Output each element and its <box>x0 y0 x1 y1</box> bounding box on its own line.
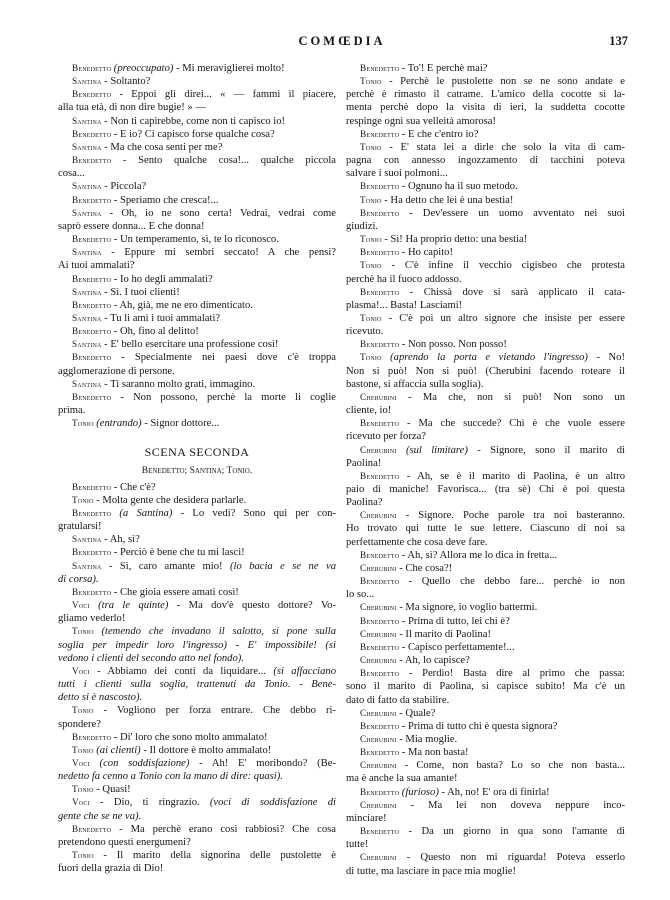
speech-text: - E' bello esercitare una professione così! <box>101 339 279 351</box>
speech-text: - Sì, caro amante mio! <box>101 560 223 572</box>
speech-text: - Chissà dove si sarà applicato il cata- <box>399 286 625 298</box>
speech-text: - Ah, lo capisce? <box>396 655 470 667</box>
speaker-name: Tonio <box>360 352 382 363</box>
left-dialogue-after <box>58 481 336 876</box>
speech-line <box>346 825 625 838</box>
speaker-name: Tonio <box>72 744 94 755</box>
speech-continuation: cosa... <box>58 168 85 180</box>
speech-line <box>346 786 625 799</box>
speech-continuation: gente che se ne va). <box>58 810 142 822</box>
speaker-name: Tonio <box>360 234 382 245</box>
speaker-name: Benedetto <box>72 194 112 205</box>
speech-line <box>58 417 336 430</box>
speech-continuation: Ai tuoi ammalati? <box>58 260 135 272</box>
speech-continuation: di tutte, ma lasciare in pace mia moglie! <box>346 865 517 877</box>
speech-line <box>58 88 336 101</box>
speaker-name: Benedetto <box>360 786 400 797</box>
left-dialogue-before <box>58 62 336 430</box>
speech-text: - Piccola? <box>101 181 147 193</box>
speech-line <box>346 312 625 325</box>
speech-line <box>58 154 336 167</box>
right-column <box>346 62 625 878</box>
speech-continuation: Ho trovato qui tutte le sue lettere. Ciascuno di noi sa <box>346 523 625 535</box>
speaker-name: Benedetto <box>72 155 112 166</box>
speaker-name: Voci <box>72 600 90 611</box>
speech-line <box>58 378 336 391</box>
stage-direction: (voci di soddisfazione di <box>199 797 336 809</box>
speaker-name: Benedetto <box>360 207 400 218</box>
speech-text: - Dio, ti ringrazio. <box>89 797 200 809</box>
speech-line <box>346 628 625 641</box>
speech-continuation: pagna con annesso ingozzamento di tacchini poteva <box>346 155 625 167</box>
speaker-name: Tonio <box>360 194 382 205</box>
speaker-name: Santina <box>72 181 102 192</box>
speaker-name: Benedetto <box>360 720 400 731</box>
page-number: 137 <box>609 34 628 48</box>
speaker-name: Tonio <box>72 418 94 429</box>
speech-text: - Ah, sì? Allora me lo dica in fretta... <box>399 549 558 561</box>
speech-text: - Ah, già, me ne ero dimenticato. <box>111 299 253 311</box>
speech-text: - Ah, se è il marito di Paolina, è un altro <box>399 470 625 482</box>
speech-line <box>346 759 625 772</box>
speaker-name: Tonio <box>360 141 382 152</box>
speech-line <box>346 444 625 457</box>
speech-text: - Ma perchè erano così rabbiosi? Che cosa <box>111 823 336 835</box>
speaker-name: Benedetto <box>360 615 400 626</box>
speech-line <box>58 481 336 494</box>
speech-line <box>58 233 336 246</box>
running-header <box>56 34 628 50</box>
speech-line <box>346 733 625 746</box>
speech-text: - Molta gente che desidera parlarle. <box>93 494 247 506</box>
speaker-name: Cherubini <box>360 733 397 744</box>
speech-continuation: nedetto fa cenno a Tonio con la mano di dire: quasi). <box>58 771 283 783</box>
stage-direction: (a Santina) <box>111 508 173 519</box>
speech-continuation: pretendono questi energumeni? <box>58 836 191 848</box>
speaker-name: Benedetto <box>72 508 112 518</box>
speech-line <box>58 62 336 75</box>
speech-text: - E che c'entro io? <box>399 128 479 140</box>
speaker-name: Santina <box>72 247 102 258</box>
speaker-name: Santina <box>72 76 102 87</box>
speech-text: - Ma signore, io voglio battermi. <box>396 602 538 614</box>
speech-line <box>346 233 625 246</box>
stage-direction: (entrando) <box>93 418 142 430</box>
stage-direction: (con soddisfazione) <box>89 757 190 769</box>
speech-line <box>346 720 625 733</box>
right-dialogue <box>346 62 625 878</box>
speech-text: - Che cosa?! <box>396 562 453 574</box>
speech-text: - Io ho degli ammalati? <box>111 273 213 285</box>
stage-direction: (furioso) <box>399 786 439 798</box>
journal-title: COMŒDIA <box>298 34 386 48</box>
speaker-name: Benedetto <box>72 326 112 337</box>
speech-continuation: tutte! <box>346 839 369 851</box>
speech-continuation: minciare! <box>346 812 387 824</box>
speech-text: - Ti saranno molto grati, immagino. <box>101 378 256 390</box>
speech-text: - Quello che debbo fare... perchè io non <box>399 576 625 588</box>
speech-line <box>346 562 625 575</box>
speaker-name: Benedetto <box>360 181 400 192</box>
speaker-name: Voci <box>72 797 90 808</box>
speech-continuation: prima. <box>58 405 86 417</box>
speech-line <box>346 62 625 75</box>
speech-line <box>346 351 625 364</box>
scene-cast: Benedetto; Santina; Tonio. <box>141 465 253 476</box>
speech-text: - Di' loro che sono molto ammalato! <box>111 731 268 743</box>
stage-direction: (ai clienti) <box>93 744 141 756</box>
speaker-name: Benedetto <box>72 352 112 363</box>
speaker-name: Benedetto <box>360 339 400 350</box>
speaker-name: Cherubini <box>360 562 397 573</box>
speech-line <box>58 286 336 299</box>
speech-text: - Il dottore è molto ammalato! <box>140 744 272 756</box>
speech-line <box>58 351 336 364</box>
speech-text: - Ma non basta! <box>399 747 469 759</box>
speech-text: - Tu li ami i tuoi ammalati? <box>101 312 221 324</box>
speaker-name: Santina <box>72 141 102 152</box>
speech-continuation: vedono i clienti del secondo atto nel fondo). <box>58 652 244 664</box>
speech-text: - E io? Ci capisco forse qualche cosa? <box>111 128 275 140</box>
speaker-name: Cherubini <box>360 655 397 666</box>
scene-title: SCENA SECONDA <box>144 445 250 460</box>
speech-continuation: tutti i clienti sulla soglia, trattenuti da Tonio. - Bene- <box>58 679 336 691</box>
speech-continuation: fuori della grazia di Dio! <box>58 863 164 875</box>
speech-line <box>58 560 336 573</box>
speech-continuation: soglia per impedir loro l'ingresso) - E' impossibile! (si <box>58 639 336 651</box>
speech-text: - Come, non basta? Lo so che non basta... <box>396 760 625 772</box>
speaker-name: Tonio <box>360 312 382 323</box>
speech-text: - Prima di tutto chi è questa signora? <box>399 720 558 732</box>
speech-continuation: di corsa). <box>58 573 99 585</box>
speech-continuation: sono il marito di Paolina, si capisce subito! Ma c'è un <box>346 681 625 693</box>
speech-line <box>346 470 625 483</box>
speech-line <box>58 273 336 286</box>
speaker-name: Santina <box>72 534 102 545</box>
speech-text: - Eppure mi sembri seccato! A che pensi? <box>101 247 336 259</box>
speech-line <box>58 207 336 220</box>
speech-text: - Ognuno ha il suo metodo. <box>399 181 518 193</box>
speech-line <box>346 194 625 207</box>
speaker-name: Santina <box>72 378 102 389</box>
speech-text: - C'è poi un altro signore che insiste per essere <box>381 312 625 324</box>
speech-line <box>346 851 625 864</box>
speaker-name: Benedetto <box>72 89 112 100</box>
speech-text: - Oh, fino al delitto! <box>111 326 199 338</box>
speech-text: - Che c'è? <box>111 481 156 493</box>
speech-line <box>346 549 625 562</box>
speech-continuation: giudizi. <box>346 220 379 232</box>
speech-line <box>346 799 625 812</box>
speech-text: - Oh, io ne sono certa! Vedrai, vedrai come <box>101 207 336 219</box>
speech-continuation: cliente, io! <box>346 405 392 417</box>
speech-line <box>58 115 336 128</box>
speaker-name: Santina <box>72 286 102 297</box>
speech-text: - Quale? <box>396 707 436 719</box>
speech-line <box>346 615 625 628</box>
speech-text: - Capisco perfettamente!... <box>399 641 515 653</box>
speech-text: - Ma che succede? Chi è che vuole essere <box>399 418 625 430</box>
speaker-name: Benedetto <box>72 391 112 402</box>
scene-gap <box>58 430 336 446</box>
stage-direction: (tra le quinte) <box>89 600 169 612</box>
speech-continuation: saprò essere donna... E che donna! <box>58 220 205 232</box>
speech-text: - Signore. Poche parole tra noi basteranno. <box>396 510 625 522</box>
speech-line <box>58 823 336 836</box>
speaker-name: Benedetto <box>360 63 400 73</box>
speaker-name: Cherubini <box>360 391 397 402</box>
speech-continuation: ma è anche la sua amante! <box>346 773 458 785</box>
speech-line <box>58 533 336 546</box>
speech-line <box>58 796 336 809</box>
speaker-name: Tonio <box>360 260 382 271</box>
speech-text: - To'! E perchè mai? <box>399 63 488 74</box>
speaker-name: Tonio <box>72 705 94 716</box>
speaker-name: Benedetto <box>360 826 400 837</box>
speech-text: - Non ti capirebbe, come non ti capisco io! <box>101 115 286 127</box>
speech-line <box>58 338 336 351</box>
speech-line <box>58 299 336 312</box>
speech-line <box>346 575 625 588</box>
stage-direction: (si affacciano <box>265 665 336 677</box>
speech-text: - Specialmente nei paesi dove c'è troppa <box>111 352 336 364</box>
speech-line <box>58 75 336 88</box>
speech-text: - Perdio! Basta dire al primo che passa: <box>399 668 625 680</box>
left-column <box>58 62 336 875</box>
speech-line <box>58 246 336 259</box>
speaker-name: Benedetto <box>72 299 112 310</box>
speech-line <box>346 391 625 404</box>
speech-text: - Ah, sì? <box>101 534 140 546</box>
speech-line <box>346 128 625 141</box>
speech-continuation: paio di maniche! Favorisca... (tra sè) Chi è poi questa <box>346 484 625 495</box>
speech-line <box>346 667 625 680</box>
speaker-name: Cherubini <box>360 444 397 455</box>
speech-line <box>58 849 336 862</box>
speech-text: - Non possono, perchè la morte li coglie <box>111 391 336 403</box>
speech-continuation: salvare i suoi polmoni... <box>346 168 448 180</box>
speech-text: - C'è infine il vecchio cigisbeo che protesta <box>381 260 625 272</box>
speaker-name: Santina <box>72 207 102 218</box>
speaker-name: Cherubini <box>360 760 397 771</box>
speech-text: - Lo vedi? Sono qui per con- <box>172 508 336 519</box>
stage-direction: (aprendo la porta e vietando l'ingresso) <box>381 352 588 364</box>
speech-text: - Un temperamento, sì, te lo riconosco. <box>111 234 279 246</box>
speaker-name: Cherubini <box>360 602 397 613</box>
speech-text: - Perchè le pustolette non se ne sono andate e <box>381 76 625 88</box>
speaker-name: Benedetto <box>72 128 112 139</box>
speech-line <box>346 75 625 88</box>
speech-line <box>346 417 625 430</box>
speaker-name: Tonio <box>72 784 94 795</box>
speech-text: - E' stata lei a dirle che solo la vita di cam- <box>381 141 625 153</box>
speech-text: - Il marito di Paolina! <box>396 628 492 640</box>
speaker-name: Benedetto <box>72 586 112 597</box>
speech-line <box>58 586 336 599</box>
speech-continuation: Paolina? <box>346 497 383 509</box>
speaker-name: Benedetto <box>360 747 400 758</box>
speech-text: - Sì! Ha proprio detto: una bestia! <box>381 234 528 246</box>
speech-text: - Sento qualche cosa!... qualche piccola <box>111 155 336 167</box>
speech-continuation: spondere? <box>58 718 101 730</box>
speaker-name: Cherubini <box>360 628 397 639</box>
speech-text: - Signore, sono il marito di <box>467 444 625 456</box>
speaker-name: Tonio <box>72 494 94 505</box>
speaker-name: Santina <box>72 312 102 323</box>
speech-line <box>346 246 625 259</box>
speech-line <box>58 744 336 757</box>
speech-line <box>346 601 625 614</box>
speaker-name: Cherubini <box>360 510 397 521</box>
speech-line <box>58 180 336 193</box>
speech-text: - Ma che, non si può! Non sono un <box>396 391 625 403</box>
speech-continuation: perfettamente che cosa deve fare. <box>346 536 488 548</box>
speaker-name: Benedetto <box>360 128 400 139</box>
speech-continuation: alla tua età, di non dire bugie! » — <box>58 102 206 114</box>
speech-line <box>58 141 336 154</box>
speech-text: - Che gioia essere amati così! <box>111 586 239 598</box>
speaker-name: Benedetto <box>72 547 112 558</box>
speech-text: - Mia moglie. <box>396 733 458 745</box>
speaker-name: Benedetto <box>360 549 400 560</box>
speech-text: - Quasi! <box>93 784 131 796</box>
speech-continuation: gliamo vederlo! <box>58 613 126 625</box>
speech-text: - Ah! E' moribondo? (Be- <box>189 757 336 769</box>
speech-text: - Sì. I tuoi clienti! <box>101 286 180 298</box>
speech-text: - Ha detto che lei è una bestia! <box>381 194 514 206</box>
speaker-name: Cherubini <box>360 799 397 810</box>
speaker-name: Tonio <box>360 76 382 87</box>
speech-line <box>58 731 336 744</box>
speech-text: - Ho capito! <box>399 247 453 259</box>
speech-continuation: detto si è nascosto). <box>58 692 143 704</box>
speaker-name: Voci <box>72 757 90 768</box>
speech-continuation: perchè è rimasto il catrame. L'amico della cocotte si la- <box>346 89 625 101</box>
speaker-name: Tonio <box>72 850 94 861</box>
speaker-name: Benedetto <box>360 247 400 258</box>
speech-continuation: ricevuto. <box>346 326 384 338</box>
speech-text: - Prima di tutto, lei chi è? <box>399 615 510 627</box>
speech-line <box>346 641 625 654</box>
speaker-name: Tonio <box>72 626 94 637</box>
stage-direction: (sul limitare) <box>396 444 468 456</box>
speech-text: - Mi meraviglierei molto! <box>173 63 285 74</box>
speaker-name: Benedetto <box>72 481 112 492</box>
speech-line <box>346 654 625 667</box>
speech-line <box>58 325 336 338</box>
speech-line <box>58 312 336 325</box>
speech-text: - Il marito della signorina delle pustolette è <box>93 850 336 862</box>
speaker-name: Benedetto <box>72 823 112 834</box>
speech-line <box>346 746 625 759</box>
speaker-name: Benedetto <box>360 668 400 679</box>
speaker-name: Benedetto <box>360 641 400 652</box>
speech-text: - Vogliono per forza entrare. Che debbo ri- <box>93 705 336 717</box>
speech-text: - Ma lei non doveva neppure inco- <box>396 799 625 811</box>
speaker-name: Santina <box>72 339 102 350</box>
speech-line <box>346 707 625 720</box>
speech-line <box>346 509 625 522</box>
speech-continuation: ricevuto per forza? <box>346 431 426 443</box>
speaker-name: Benedetto <box>72 731 112 742</box>
speech-text: - Ah, no! E' ora di finirla! <box>438 786 550 798</box>
speech-line <box>58 665 336 678</box>
speaker-name: Voci <box>72 665 90 676</box>
speaker-name: Benedetto <box>72 273 112 284</box>
speech-line <box>58 783 336 796</box>
speech-text: - Signor dottore... <box>141 418 220 430</box>
speech-line <box>58 494 336 507</box>
speech-continuation: menta perchè dopo la visita di ieri, la suddetta cocotte <box>346 102 625 114</box>
speech-continuation: Paolina! <box>346 457 382 469</box>
speaker-name: Santina <box>72 560 102 571</box>
speaker-name: Benedetto <box>360 286 400 297</box>
speech-text: - Da un giorno in qua sono l'amante di <box>399 826 625 838</box>
speech-text: - Questo non mi riguarda! Poteva esserlo <box>396 852 625 864</box>
speech-continuation: lo so... <box>346 589 375 601</box>
speaker-name: Cherubini <box>360 707 397 718</box>
speaker-name: Benedetto <box>72 63 112 73</box>
speech-line <box>58 704 336 717</box>
speaker-name: Benedetto <box>360 576 400 587</box>
speech-text: - Ma dov'è questo dottore? Vo- <box>168 600 336 612</box>
speech-line <box>346 338 625 351</box>
speech-line <box>58 507 336 520</box>
speech-text: - Eppoi gli direi... « — fammi il piacere, <box>111 89 336 101</box>
speaker-name: Benedetto <box>72 234 112 245</box>
speech-continuation: perchè ha il fuoco addosso. <box>346 273 462 285</box>
speech-continuation: bastone, si affaccia sulla soglia). <box>346 378 484 390</box>
speaker-name: Benedetto <box>360 470 400 481</box>
speech-text: - Abbiamo dei conti da liquidare... <box>89 665 266 677</box>
speaker-name: Benedetto <box>360 418 400 429</box>
speech-text: - Perciò è bene che tu mi lasci! <box>111 547 245 559</box>
speech-line <box>346 207 625 220</box>
speech-continuation: plasma!... Basta! Lasciami! <box>346 299 463 311</box>
speech-line <box>346 180 625 193</box>
speech-line <box>346 259 625 272</box>
stage-direction: (preoccupato) <box>111 63 174 74</box>
stage-direction: (lo bacia e se ne va <box>222 560 336 572</box>
speech-line <box>346 141 625 154</box>
speech-text: - Ma che cosa senti per me? <box>101 141 223 153</box>
speech-line <box>58 546 336 559</box>
speech-continuation: dato di fatto da stabilire. <box>346 694 450 706</box>
stage-direction: (temendo che invadano il salotto, si pone sulla <box>93 626 336 638</box>
speech-line <box>58 391 336 404</box>
speech-line <box>58 128 336 141</box>
speech-continuation: gratularsi! <box>58 521 102 533</box>
speech-line <box>346 286 625 299</box>
speech-text: - Non posso. Non posso! <box>399 339 507 351</box>
speech-line <box>58 625 336 638</box>
speech-line <box>58 194 336 207</box>
speech-text: - No! <box>587 352 625 364</box>
speaker-name: Cherubini <box>360 852 397 863</box>
speech-continuation: agglomerazione di persone. <box>58 365 175 377</box>
speech-line <box>58 757 336 770</box>
speech-text: - Dev'essere un uomo avventato nei suoi <box>399 207 625 219</box>
speech-continuation: respinge ogni sua velleità amorosa! <box>346 115 497 127</box>
speech-text: - Speriamo che cresca!... <box>111 194 219 206</box>
speech-text: - Soltanto? <box>101 76 151 88</box>
speech-continuation: Non si può! Non si può! (Cherubini facendo roteare il <box>346 365 625 377</box>
speech-line <box>58 599 336 612</box>
speaker-name: Santina <box>72 115 102 126</box>
